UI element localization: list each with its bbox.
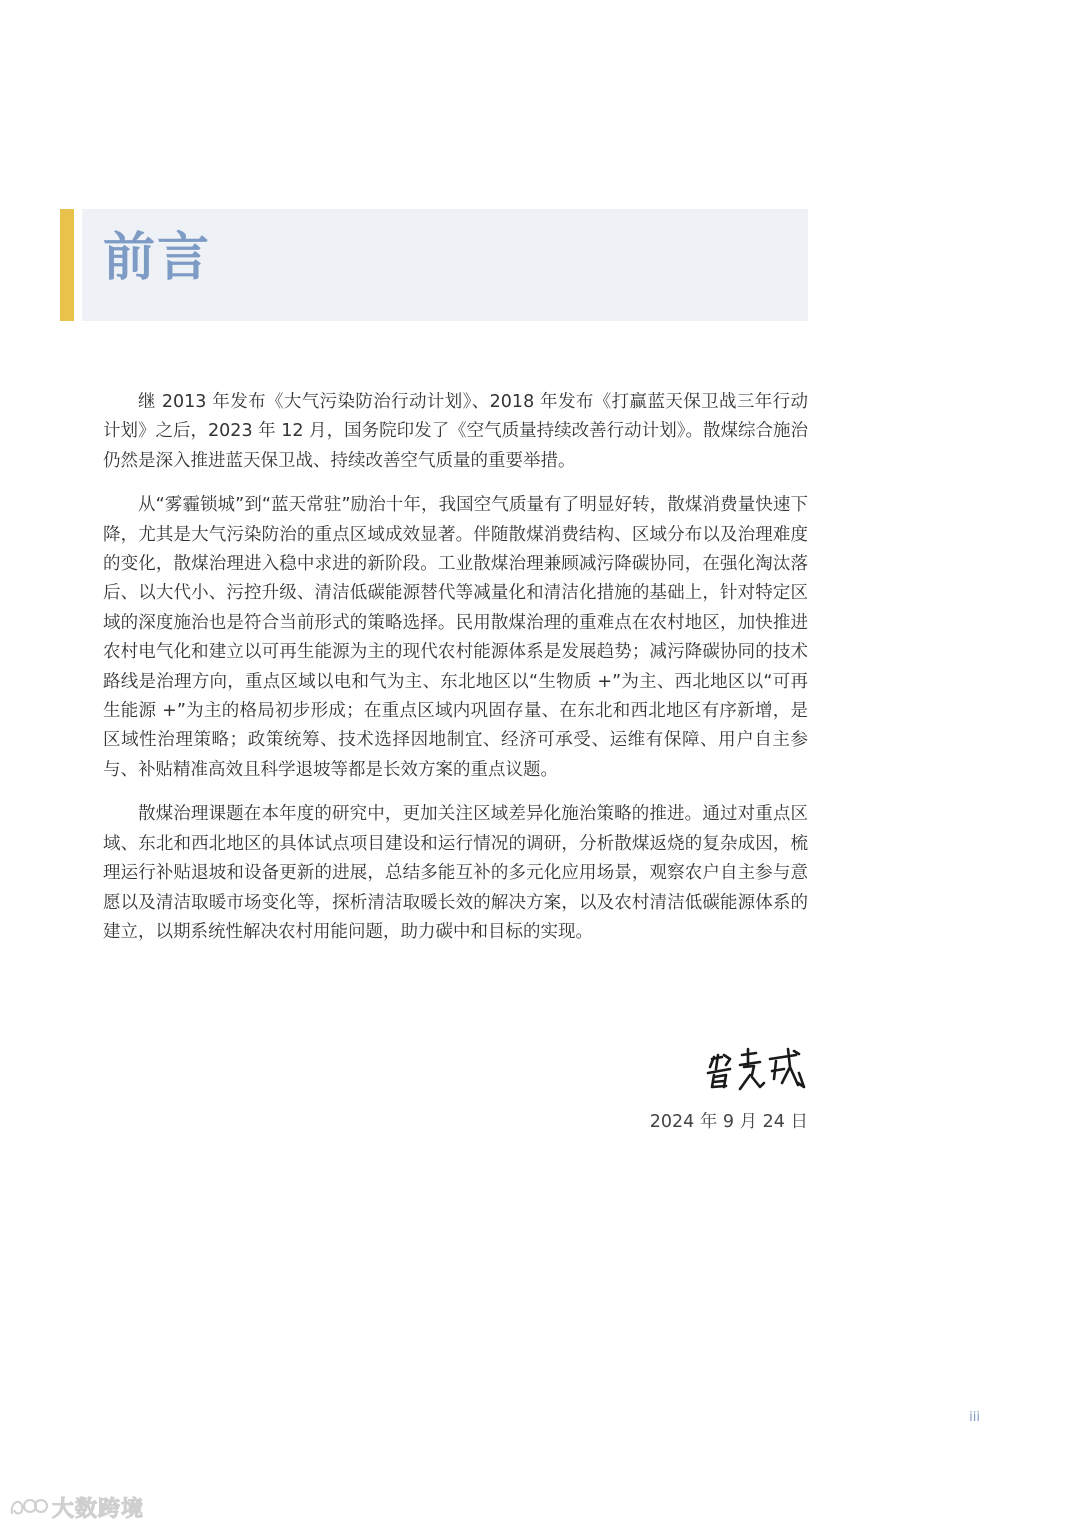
handwritten-signature [700,1045,810,1095]
paragraph-3: 散煤治理课题在本年度的研究中，更加关注区域差异化施治策略的推进。通过对重点区域、东北和西北地区的具体试点项目建设和运行情况的调研，分析散煤返烧的复杂成因，梳理运行补贴退坡和设备更新的进展，总结多能互补的多元化应用场景，观察农户自主参与意愿以及清洁取暖市场变化等，探析清洁取暖长效的解决方案，以及农村清洁低碳能源体系的建立，以期系统性解决农村用能问题，助力碳中和目标的实现。 [103,804,808,942]
watermark-logo-icon [8,1494,48,1520]
page-title: 前言 [103,228,212,288]
watermark [8,1490,144,1524]
preface-body [103,388,808,962]
heading-accent-bar [60,209,74,321]
page-number: iii [969,1410,980,1425]
paragraph-1: 继 2013 年发布《大气污染防治行动计划》、2018 年发布《打赢蓝天保卫战三年行动计划》之后，2023 年 12 月，国务院印发了《空气质量持续改善行动计划》。散煤综合施治仍然是深入推进蓝天保卫战、持续改善空气质量的重要举措。 [103,392,808,471]
signature-date: 2024 年 9 月 24 日 [649,1112,808,1132]
paragraph-2: 从“雾霾锁城”到“蓝天常驻”励治十年，我国空气质量有了明显好转，散煤消费量快速下降，尤其是大气污染防治的重点区域成效显著。伴随散煤消费结构、区域分布以及治理难度的变化，散煤治理进入稳中求进的新阶段。工业散煤治理兼顾减污降碳协同，在强化淘汰落后、以大代小、污控升级、清洁低碳能源替代等减量化和清洁化措施的基础上，针对特定区域的深度施治也是符合当前形式的策略选择。民用散煤治理的重难点在农村地区，加快推进农村电气化和建立以可再生能源为主的现代农村能源体系是发展趋势；减污降碳协同的技术路线是治理方向，重点区域以电和气为主、东北地区以“生物质 +”为主、西北地区以“可再生能源 +”为主的格局初步形成；在重点区域内巩固存量、在东北和西北地区有序新增，是区域性治理策略；政策统筹、技术选择因地制宜、经济可承受、运维有保障、用户自主参与、补贴精准高效且科学退坡等都是长效方案的重点议题。 [103,495,808,780]
watermark-text: 大数跨境 [52,1496,145,1522]
